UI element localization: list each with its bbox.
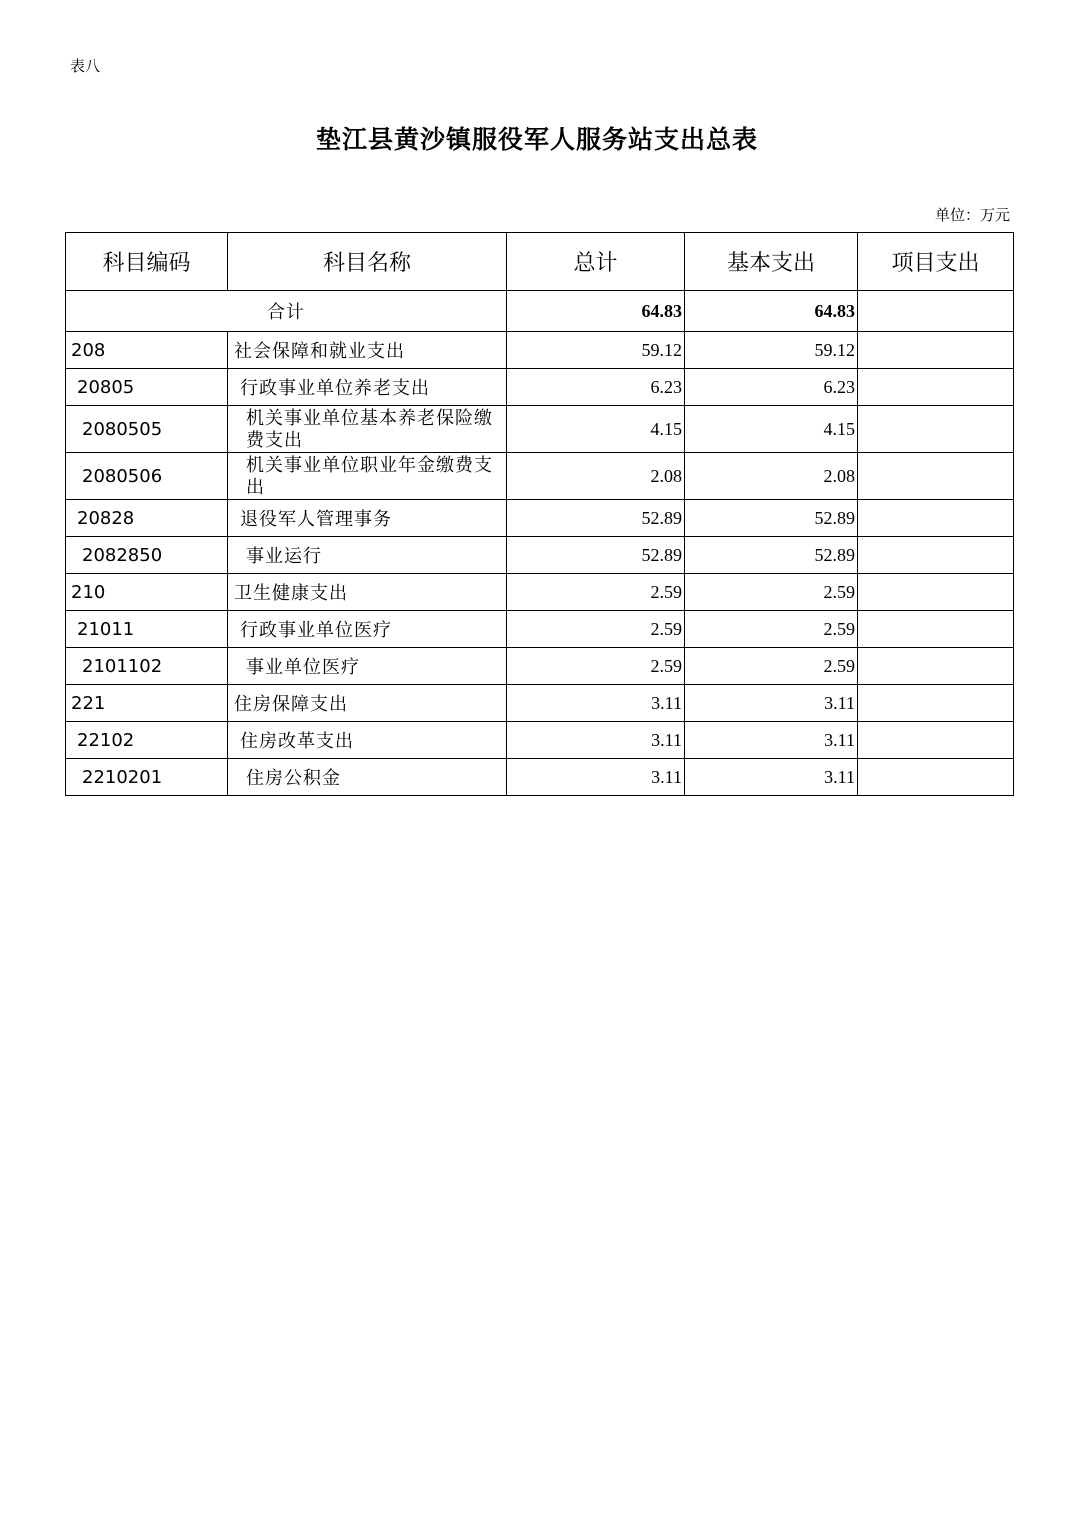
table-row bbox=[66, 722, 1014, 759]
table-row bbox=[66, 406, 1014, 453]
row-code: 210 bbox=[66, 574, 228, 611]
row-code: 22102 bbox=[66, 722, 228, 759]
row-name: 事业单位医疗 bbox=[228, 648, 507, 685]
row-project bbox=[858, 685, 1014, 722]
row-name: 住房公积金 bbox=[228, 759, 507, 796]
table-row bbox=[66, 500, 1014, 537]
row-total: 52.89 bbox=[507, 500, 685, 537]
row-project bbox=[858, 500, 1014, 537]
table-row bbox=[66, 369, 1014, 406]
row-code: 2080506 bbox=[66, 453, 228, 500]
row-total: 2.08 bbox=[507, 453, 685, 500]
row-basic: 59.12 bbox=[685, 332, 858, 369]
row-basic: 2.59 bbox=[685, 574, 858, 611]
row-name: 机关事业单位职业年金缴费支出 bbox=[228, 453, 507, 500]
table-row bbox=[66, 648, 1014, 685]
row-project bbox=[858, 369, 1014, 406]
row-code: 20828 bbox=[66, 500, 228, 537]
row-total: 6.23 bbox=[507, 369, 685, 406]
row-total: 52.89 bbox=[507, 537, 685, 574]
row-project bbox=[858, 406, 1014, 453]
table-row bbox=[66, 611, 1014, 648]
row-basic: 6.23 bbox=[685, 369, 858, 406]
row-code: 208 bbox=[66, 332, 228, 369]
row-basic: 2.59 bbox=[685, 611, 858, 648]
total-total: 64.83 bbox=[507, 291, 685, 332]
row-name: 住房改革支出 bbox=[228, 722, 507, 759]
header-project: 项目支出 bbox=[858, 233, 1014, 291]
header-total: 总计 bbox=[507, 233, 685, 291]
row-basic: 2.08 bbox=[685, 453, 858, 500]
table-row bbox=[66, 537, 1014, 574]
row-total: 59.12 bbox=[507, 332, 685, 369]
row-name: 退役军人管理事务 bbox=[228, 500, 507, 537]
row-name: 机关事业单位基本养老保险缴费支出 bbox=[228, 406, 507, 453]
row-name: 行政事业单位养老支出 bbox=[228, 369, 507, 406]
row-basic: 52.89 bbox=[685, 537, 858, 574]
row-name: 社会保障和就业支出 bbox=[228, 332, 507, 369]
row-code: 21011 bbox=[66, 611, 228, 648]
row-basic: 3.11 bbox=[685, 685, 858, 722]
table-row bbox=[66, 759, 1014, 796]
row-code: 2082850 bbox=[66, 537, 228, 574]
table-row bbox=[66, 685, 1014, 722]
row-basic: 2.59 bbox=[685, 648, 858, 685]
row-basic: 3.11 bbox=[685, 722, 858, 759]
page-title: 垫江县黄沙镇服役军人服务站支出总表 bbox=[315, 125, 758, 154]
table-row bbox=[66, 453, 1014, 500]
table-row bbox=[66, 574, 1014, 611]
row-project bbox=[858, 332, 1014, 369]
row-code: 20805 bbox=[66, 369, 228, 406]
row-total: 2.59 bbox=[507, 611, 685, 648]
header-name: 科目名称 bbox=[228, 233, 507, 291]
row-name: 事业运行 bbox=[228, 537, 507, 574]
row-code: 2210201 bbox=[66, 759, 228, 796]
table-number-label: 表八 bbox=[70, 57, 101, 75]
expenditure-table bbox=[65, 232, 1014, 796]
row-total: 3.11 bbox=[507, 759, 685, 796]
header-basic: 基本支出 bbox=[685, 233, 858, 291]
row-code: 2080505 bbox=[66, 406, 228, 453]
row-code: 221 bbox=[66, 685, 228, 722]
total-label: 合计 bbox=[66, 291, 507, 332]
row-name: 卫生健康支出 bbox=[228, 574, 507, 611]
unit-label: 单位：万元 bbox=[934, 206, 1010, 224]
row-total: 4.15 bbox=[507, 406, 685, 453]
row-project bbox=[858, 574, 1014, 611]
table-header-row bbox=[66, 233, 1014, 291]
row-total: 3.11 bbox=[507, 722, 685, 759]
row-project bbox=[858, 611, 1014, 648]
row-total: 3.11 bbox=[507, 685, 685, 722]
row-basic: 52.89 bbox=[685, 500, 858, 537]
row-code: 2101102 bbox=[66, 648, 228, 685]
header-code: 科目编码 bbox=[66, 233, 228, 291]
row-project bbox=[858, 648, 1014, 685]
row-total: 2.59 bbox=[507, 574, 685, 611]
row-project bbox=[858, 453, 1014, 500]
row-total: 2.59 bbox=[507, 648, 685, 685]
row-project bbox=[858, 722, 1014, 759]
total-project bbox=[858, 291, 1014, 332]
row-basic: 3.11 bbox=[685, 759, 858, 796]
row-name: 行政事业单位医疗 bbox=[228, 611, 507, 648]
row-basic: 4.15 bbox=[685, 406, 858, 453]
total-row bbox=[66, 291, 1014, 332]
row-name: 住房保障支出 bbox=[228, 685, 507, 722]
row-project bbox=[858, 759, 1014, 796]
table-row bbox=[66, 332, 1014, 369]
total-basic: 64.83 bbox=[685, 291, 858, 332]
row-project bbox=[858, 537, 1014, 574]
